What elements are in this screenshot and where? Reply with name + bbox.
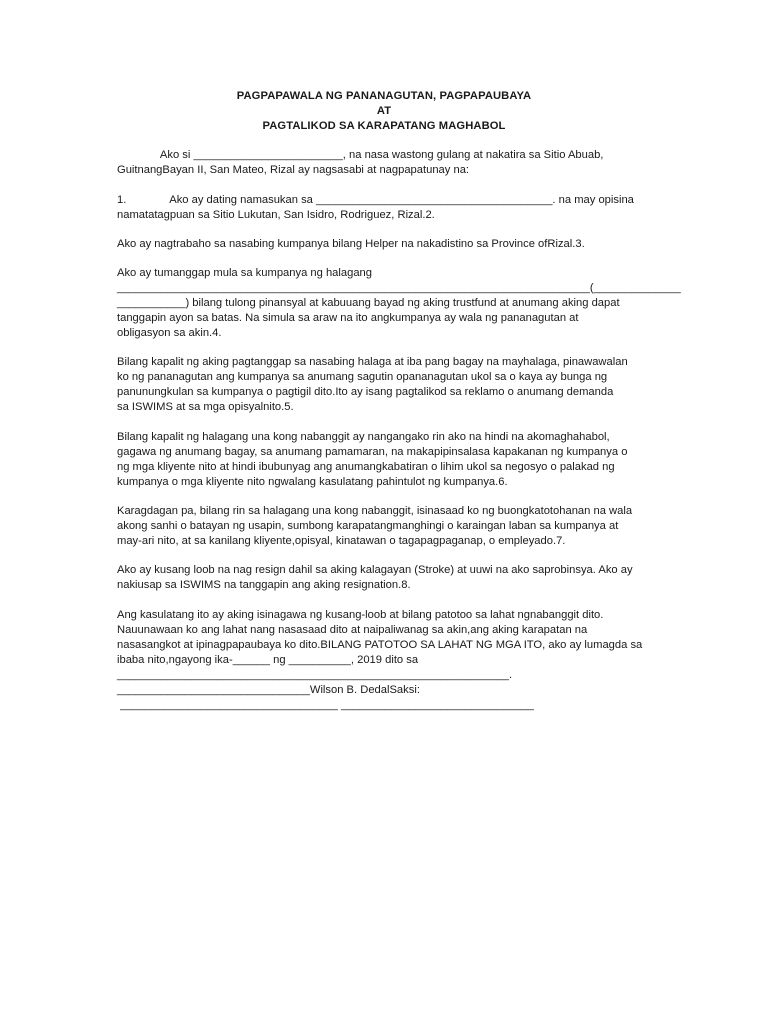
document-title-line-3: PAGTALIKOD SA KARAPATANG MAGHABOL	[262, 120, 506, 132]
body-line: may-ari nito, at sa kanilang kliyente,opisyal, kinatawan o tagapagpaganap, o empleyado.7.	[117, 535, 566, 547]
body-line: obligasyon sa akin.4.	[117, 327, 222, 339]
body-line: Bilang kapalit ng halagang una kong nabanggit ay nangangako rin ako na hindi na akomaghahabol,	[117, 431, 610, 443]
body-line: Ako ay kusang loob na nag resign dahil sa aking kalagayan (Stroke) at uuwi na ako saprobinsya. Ako ay	[117, 564, 633, 576]
body-line: Karagdagan pa, bilang rin sa halagang una kong nabanggit, isinasaad ko ng buongkatotohanan na wala	[117, 505, 633, 517]
signature-line: _______________________________Wilson B. DedalSaksi:	[117, 684, 420, 696]
body-line: ko ng pananagutan ang kumpanya sa anumang sagutin opananagutan ukol sa o kaya ay bunga ng	[117, 371, 608, 383]
body-line: tanggapin ayon sa batas. Na simula sa araw na ito angkumpanya ay wala ng pananagutan at	[117, 312, 579, 324]
body-line: nakiusap sa ISWIMS na tanggapin ang aking resignation.8.	[117, 579, 411, 591]
body-line: 1. Ako ay dating namasukan sa ______________________________________. na may opisina	[117, 194, 634, 206]
body-line: Ako ay tumanggap mula sa kumpanya ng halagang	[117, 267, 372, 279]
body-line: Ako ay nagtrabaho sa nasabing kumpanya bilang Helper na nakadistino sa Province ofRizal.3.	[117, 238, 585, 250]
body-line: panunungkulan sa kumpanya o pagtigil dito.Ito ay isang pagtalikod sa reklamo o anumang demanda	[117, 386, 614, 398]
signature-line: _______________________________________________________________.	[117, 669, 513, 681]
body-line: ____________________________________________________________________________(______________	[117, 282, 681, 294]
body-line: GuitnangBayan II, San Mateo, Rizal ay nagsasabi at nagpapatunay na:	[117, 164, 470, 176]
body-line: ___________) bilang tulong pinansyal at kabuuang bayad ng aking trustfund at anumang aking dapat	[117, 297, 620, 309]
body-line: namatatagpuan sa Sitio Lukutan, San Isidro, Rodriguez, Rizal.2.	[117, 209, 435, 221]
document-title-line-1: PAGPAPAWALA NG PANANAGUTAN, PAGPAPAUBAYA	[236, 90, 532, 102]
body-line: Ako si ________________________, na nasa wastong gulang at nakatira sa Sitio Abuab,	[117, 149, 604, 161]
document-title-line-2: AT	[376, 105, 392, 117]
body-line: Ang kasulatang ito ay aking isinagawa ng kusang-loob at bilang patotoo sa lahat ngnabanggit dito.	[117, 609, 604, 621]
body-line: ibaba nito,ngayong ika-______ ng __________, 2019 dito sa	[117, 654, 419, 666]
body-line: akong sanhi o batayan ng usapin, sumbong karapatangmanghingi o karaingan laban sa kumpanya at	[117, 520, 619, 532]
body-line: sa ISWIMS at sa mga opisyalnito.5.	[117, 401, 294, 413]
signature-line: ___________________________________ _______________________________	[117, 699, 534, 711]
body-line: kumpanya o mga kliyente nito ngwalang kasulatang pahintulot ng kumpanya.6.	[117, 476, 508, 488]
body-line: gagawa ng anumang bagay, sa anumang pamamaran, na makapipinsalasa kapakanan ng kumpanya o	[117, 446, 628, 458]
body-line: ng mga kliyente nito at hindi ibubunyag ang anumangkabatiran o lihim ukol sa negosyo o palakad ng	[117, 461, 615, 473]
body-line: Bilang kapalit ng aking pagtanggap sa nasabing halaga at iba pang bagay na mayhalaga, pinawawalan	[117, 356, 628, 368]
body-line: Nauunawaan ko ang lahat nang nasasaad dito at naipaliwanag sa akin,ang aking karapatan na	[117, 624, 588, 636]
body-line: nasasangkot at ipinagpapaubaya ko dito.BILANG PATOTOO SA LAHAT NG MGA ITO, ako ay lumagda sa	[117, 639, 643, 651]
